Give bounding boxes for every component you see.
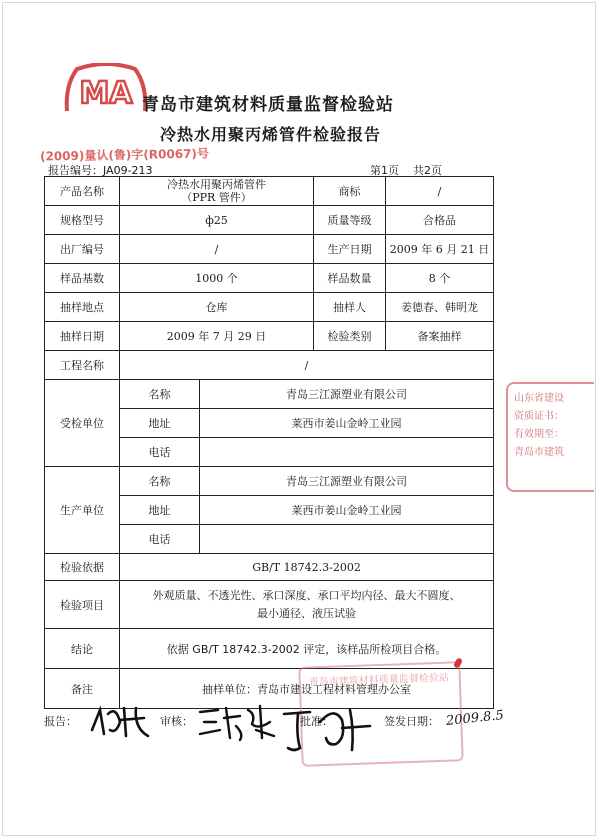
- sampler-value: 姜德春、韩明龙: [386, 293, 494, 322]
- qty-label: 样品数量: [314, 264, 386, 293]
- client-addr-value: 莱西市姜山金岭工业园: [200, 409, 494, 438]
- prod-date-label: 生产日期: [314, 235, 386, 264]
- client-tel-label: 电话: [120, 438, 200, 467]
- sample-date-label: 抽样日期: [45, 322, 120, 351]
- client-name-value: 青岛三江源塑业有限公司: [200, 380, 494, 409]
- table-row: [45, 293, 494, 322]
- maker-name-value: 青岛三江源塑业有限公司: [200, 467, 494, 496]
- handwritten-date: 2009.8.5: [445, 708, 505, 729]
- remark-value: 抽样单位：青岛市建设工程材料管理办公室: [120, 669, 494, 709]
- product-name-line2: （PPR 管件）: [181, 191, 252, 204]
- product-name-label: 产品名称: [45, 177, 120, 206]
- spec-label: 规格型号: [45, 206, 120, 235]
- table-row: [45, 581, 494, 629]
- brand-value: /: [386, 177, 494, 206]
- report-title: 冷热水用聚丙烯管件检验报告: [160, 125, 382, 144]
- grade-label: 质量等级: [314, 206, 386, 235]
- table-row: [45, 351, 494, 380]
- table-row: [45, 206, 494, 235]
- page-info: 第1页 共2页: [370, 164, 442, 177]
- maker-label: 生产单位: [45, 467, 120, 554]
- grade-value: 合格品: [386, 206, 494, 235]
- conclusion-value: 依据 GB/T 18742.3-2002 评定，该样品所检项目合格。: [120, 629, 494, 669]
- report-sign-label: 报告：: [44, 715, 77, 728]
- table-row: [45, 235, 494, 264]
- right-stamp-line: 有效期至：: [514, 429, 564, 440]
- review-sign-label: 审核：: [160, 715, 193, 728]
- certification-stamp: (2009)量认(鲁)字(R0067)号: [39, 146, 210, 164]
- reviewer-signature: [196, 700, 286, 744]
- brand-label: 商标: [314, 177, 386, 206]
- remark-label: 备注: [45, 669, 120, 709]
- seal-text: 青岛市建筑材料质量监督检验站: [308, 672, 449, 689]
- items-label: 检验项目: [45, 581, 120, 629]
- approve-sign-label: 批准：: [300, 715, 333, 728]
- sampler-label: 抽样人: [314, 293, 386, 322]
- svg-text:MA: MA: [79, 76, 133, 111]
- conclusion-label: 结论: [45, 629, 120, 669]
- maker-addr-label: 地址: [120, 496, 200, 525]
- maker-tel-value: [200, 525, 494, 554]
- category-label: 检验类别: [314, 322, 386, 351]
- basis-value: GB/T 18742.3-2002: [120, 554, 494, 581]
- base-label: 样品基数: [45, 264, 120, 293]
- report-table: [44, 176, 494, 709]
- maker-addr-value: 莱西市姜山金岭工业园: [200, 496, 494, 525]
- maker-name-label: 名称: [120, 467, 200, 496]
- qty-value: 8 个: [386, 264, 494, 293]
- category-value: 备案抽样: [386, 322, 494, 351]
- right-stamp-line: 资质证书：: [514, 411, 564, 422]
- product-name-value: [120, 177, 314, 206]
- right-stamp-line: 青岛市建筑: [514, 447, 564, 458]
- right-stamp-line: 山东省建设: [514, 393, 564, 404]
- prod-date-value: 2009 年 6 月 21 日: [386, 235, 494, 264]
- table-row: [45, 467, 494, 496]
- place-label: 抽样地点: [45, 293, 120, 322]
- basis-label: 检验依据: [45, 554, 120, 581]
- ma-stamp-logo: [63, 63, 149, 115]
- client-tel-value: [200, 438, 494, 467]
- client-name-label: 名称: [120, 380, 200, 409]
- items-line2: 最小通径、液压试验: [257, 606, 357, 620]
- reporter-signature: [86, 700, 158, 742]
- table-row: [45, 322, 494, 351]
- project-label: 工程名称: [45, 351, 120, 380]
- date-sign-label: 签发日期：: [384, 715, 439, 728]
- table-row: [45, 554, 494, 581]
- serial-value: /: [120, 235, 314, 264]
- items-line1: 外观质量、不透光性、承口深度、承口平均内径、最大不圆度、: [152, 588, 461, 602]
- table-row: [45, 264, 494, 293]
- client-label: 受检单位: [45, 380, 120, 467]
- sample-date-value: 2009 年 7 月 29 日: [120, 322, 314, 351]
- client-addr-label: 地址: [120, 409, 200, 438]
- items-value: [120, 581, 494, 629]
- right-edge-stamp: [506, 382, 594, 492]
- table-row: [45, 177, 494, 206]
- approver-signature: [280, 704, 376, 758]
- product-name-line1: 冷热水用聚丙烯管件: [167, 178, 267, 191]
- table-row: [45, 380, 494, 409]
- spec-value: ф25: [120, 206, 314, 235]
- base-value: 1000 个: [120, 264, 314, 293]
- report-number: 报告编号：JA09-213: [48, 164, 153, 177]
- serial-label: 出厂编号: [45, 235, 120, 264]
- place-value: 仓库: [120, 293, 314, 322]
- lab-name: 青岛市建筑材料质量监督检验站: [142, 95, 394, 115]
- project-value: /: [120, 351, 494, 380]
- maker-tel-label: 电话: [120, 525, 200, 554]
